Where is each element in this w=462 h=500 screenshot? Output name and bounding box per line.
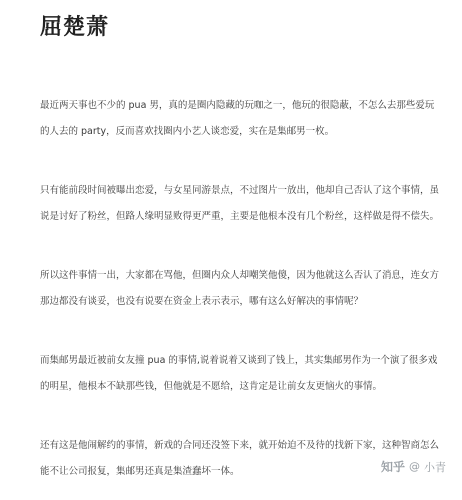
page-title: 屈楚萧 [40, 15, 110, 40]
watermark-user: 小青 [424, 460, 446, 474]
paragraph-3: 所以这件事情一出，大家都在骂他，但圈内众人却嘲笑他傻，因为他就这么否认了消息，连女方那边都没有谈妥，也没有说要在资金上表示表示，哪有这么好解决的事情呢？ [40, 270, 440, 307]
watermark-brand: 知乎 [380, 460, 405, 474]
paragraph-5: 还有这是他闹解约的事情，新戏的合同还没签下来，就开始迫不及待的找新下家，这种智商怎么能不让公司报复，集邮男还真是集渣蠢坏一体。 [40, 440, 440, 477]
paragraph-2: 只有能前段时间被曝出恋爱，与女星同游景点，不过图片一放出，他却自己否认了这个事情，虽说是讨好了粉丝，但路人缘明显败得更严重，主要是他根本没有几个粉丝，这样做是得不偿失。 [40, 185, 440, 222]
zhihu-watermark [377, 456, 450, 477]
paragraph-4: 而集邮男最近被前女友撞 pua 的事情,说着说着又谈到了钱上，其实集邮男作为一个演了很多戏的明星，他根本不缺那些钱，但他就是不愿给，这肯定是让前女友更恼火的事情。 [40, 355, 438, 392]
paragraph-1: 最近两天事也不少的 pua 男，真的是圈内隐藏的玩咖之一，他玩的很隐蔽，不怎么去那些爱玩的人去的 party，反而喜欢找圈内小艺人谈恋爱，实在是集邮男一枚。 [40, 100, 435, 137]
watermark-at-symbol: @ [409, 460, 420, 473]
